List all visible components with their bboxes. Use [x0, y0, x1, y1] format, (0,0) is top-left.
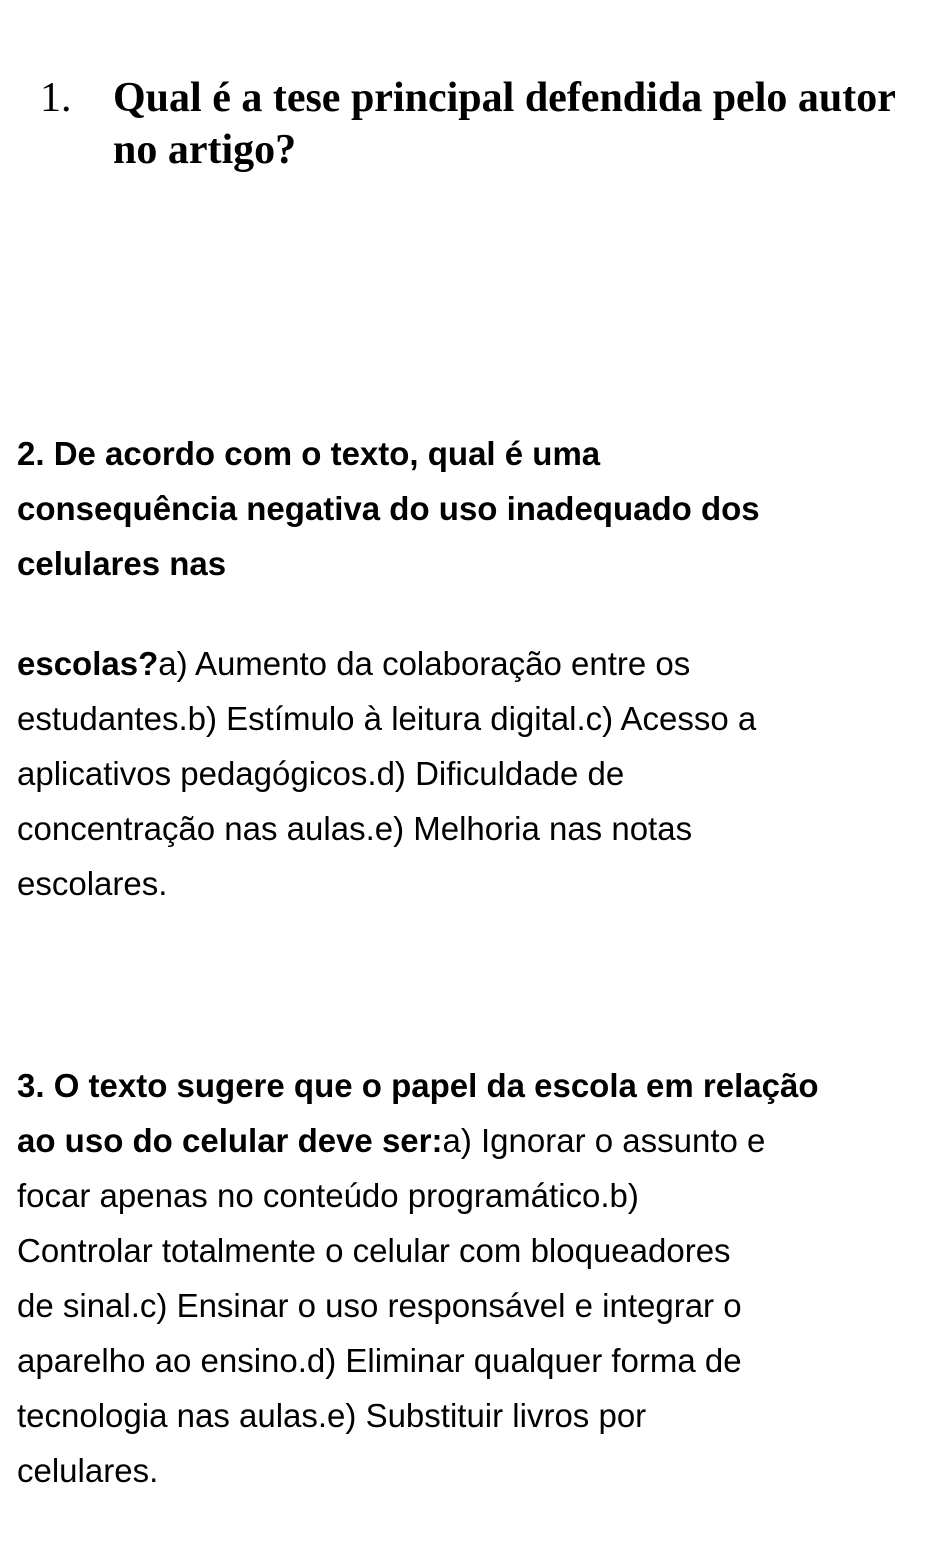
question-3-heading [17, 1058, 942, 1113]
question-2-heading [17, 426, 942, 591]
question-2-option-line: aplicativos pedagógicos.d) Dificuldade de [17, 755, 625, 792]
question-2-tail: escolas? [17, 645, 159, 682]
question-2-option-text: a) Aumento da colaboração entre os [158, 645, 691, 682]
question-3-option-line: de sinal.c) Ensinar o uso responsável e integrar o [17, 1287, 742, 1324]
question-2-option-line: concentração nas aulas.e) Melhoria nas notas [17, 810, 693, 847]
question-3-option-line: Controlar totalmente o celular com bloqueadores [17, 1232, 731, 1269]
question-2-line: celulares nas [17, 545, 227, 582]
question-2-option-line: escolares. [17, 865, 168, 902]
question-3-option-line: aparelho ao ensino.d) Eliminar qualquer forma de [17, 1342, 742, 1379]
question-3-option-line: focar apenas no conteúdo programático.b) [17, 1177, 639, 1214]
question-3-line: 3. O texto sugere que o papel da escola em relação [17, 1067, 819, 1104]
question-3-options [17, 1113, 942, 1498]
question-2-line: 2. De acordo com o texto, qual é uma [17, 435, 601, 472]
question-2-options [17, 636, 942, 911]
question-2-option-line: estudantes.b) Estímulo à leitura digital.c) Acesso a [17, 700, 757, 737]
question-3-line: ao uso do celular deve ser: [17, 1122, 443, 1159]
question-2-line: consequência negativa do uso inadequado dos [17, 490, 760, 527]
question-1 [40, 72, 920, 176]
question-3-option-line [17, 1113, 942, 1168]
question-2-option-line [17, 636, 942, 691]
question-1-number: 1. [40, 75, 72, 121]
question-3-option-line: tecnologia nas aulas.e) Substituir livros por [17, 1397, 647, 1434]
question-1-text: Qual é a tese principal defendida pelo autor no artigo? [113, 75, 896, 173]
question-3-option-text: a) Ignorar o assunto e [442, 1122, 766, 1159]
question-3-option-line: celulares. [17, 1452, 159, 1489]
